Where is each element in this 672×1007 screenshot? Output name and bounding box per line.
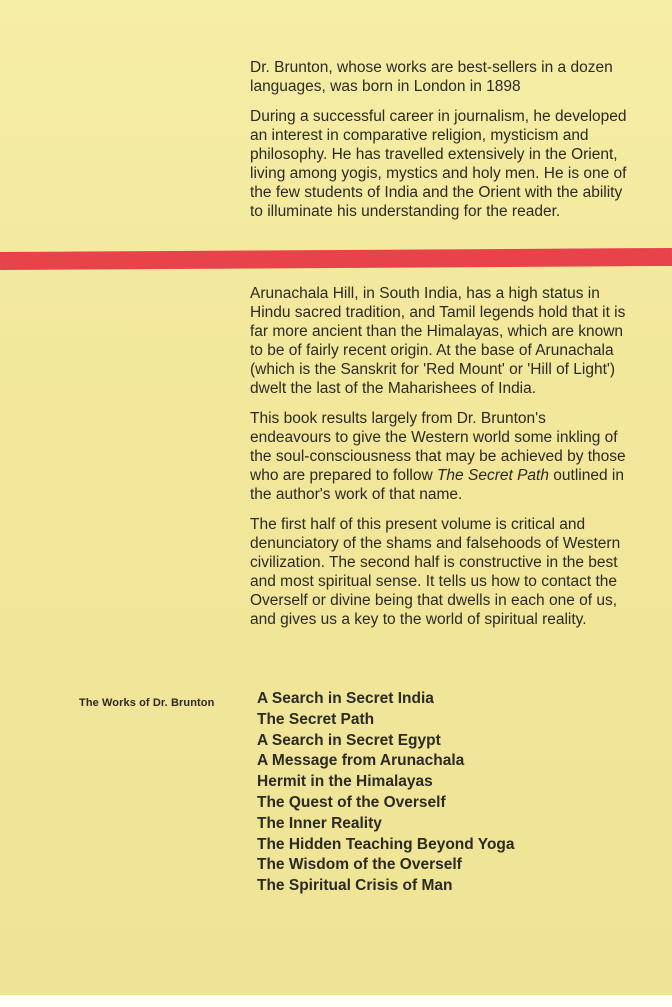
list-item: Hermit in the Himalayas xyxy=(257,773,433,791)
description-p2-start: This book results largely from Dr. Brunton's endeavours to give the Western world some inkling of the soul-consciousness that may be achieved by those who are prepared to follow xyxy=(250,410,626,484)
works-label: The Works of Dr. Brunton xyxy=(79,697,215,709)
list-item: The Secret Path xyxy=(257,710,375,728)
list-item: The Hidden Teaching Beyond Yoga xyxy=(257,835,515,853)
description-p2-end: outlined in the author's work of that name. xyxy=(250,467,624,503)
page-bottom-edge xyxy=(0,995,672,1007)
list-item: The Quest of the Overself xyxy=(257,793,446,811)
red-stripe xyxy=(0,248,672,270)
list-item: The Inner Reality xyxy=(257,814,382,832)
secret-path-title: The Secret Path xyxy=(436,467,549,484)
author-bio xyxy=(250,58,630,232)
works-list xyxy=(257,689,515,897)
bio-paragraph-2: During a successful career in journalism, he developed an interest in comparative religion, mysticism and philosophy. He has travelled extensively in the Orient, living among yogis, mystics and holy men. He is one of the few students of India and the Orient with the ability to illuminate his understanding for the reader. xyxy=(250,108,627,220)
book-description xyxy=(250,284,630,640)
list-item: A Message from Arunachala xyxy=(257,752,465,770)
list-item: The Spiritual Crisis of Man xyxy=(257,877,453,895)
description-paragraph-1: Arunachala Hill, in South India, has a high status in Hindu sacred tradition, and Tamil legends hold that it is far more ancient than the Himalayas, which are known to be of fairly recent origin. At the base of Arunachala (which is the Sanskrit for 'Red Mount' or 'Hill of Light') dwelt the last of the Maharishees of India. xyxy=(250,285,626,397)
list-item: A Search in Secret Egypt xyxy=(257,731,441,749)
bio-paragraph-1: Dr. Brunton, whose works are best-sellers in a dozen languages, was born in London in 1898 xyxy=(250,59,613,95)
list-item: A Search in Secret India xyxy=(257,690,434,707)
description-paragraph-2 xyxy=(250,409,630,504)
list-item: The Wisdom of the Overself xyxy=(257,856,462,874)
description-paragraph-3: The first half of this present volume is critical and denunciatory of the shams and falsehoods of Western civilization. The second half is constructive in the best and most spiritual sense. It tells us how to contact the Overself or divine being that dwells in each one of us, and gives us a key to the world of spiritual reality. xyxy=(250,516,621,628)
